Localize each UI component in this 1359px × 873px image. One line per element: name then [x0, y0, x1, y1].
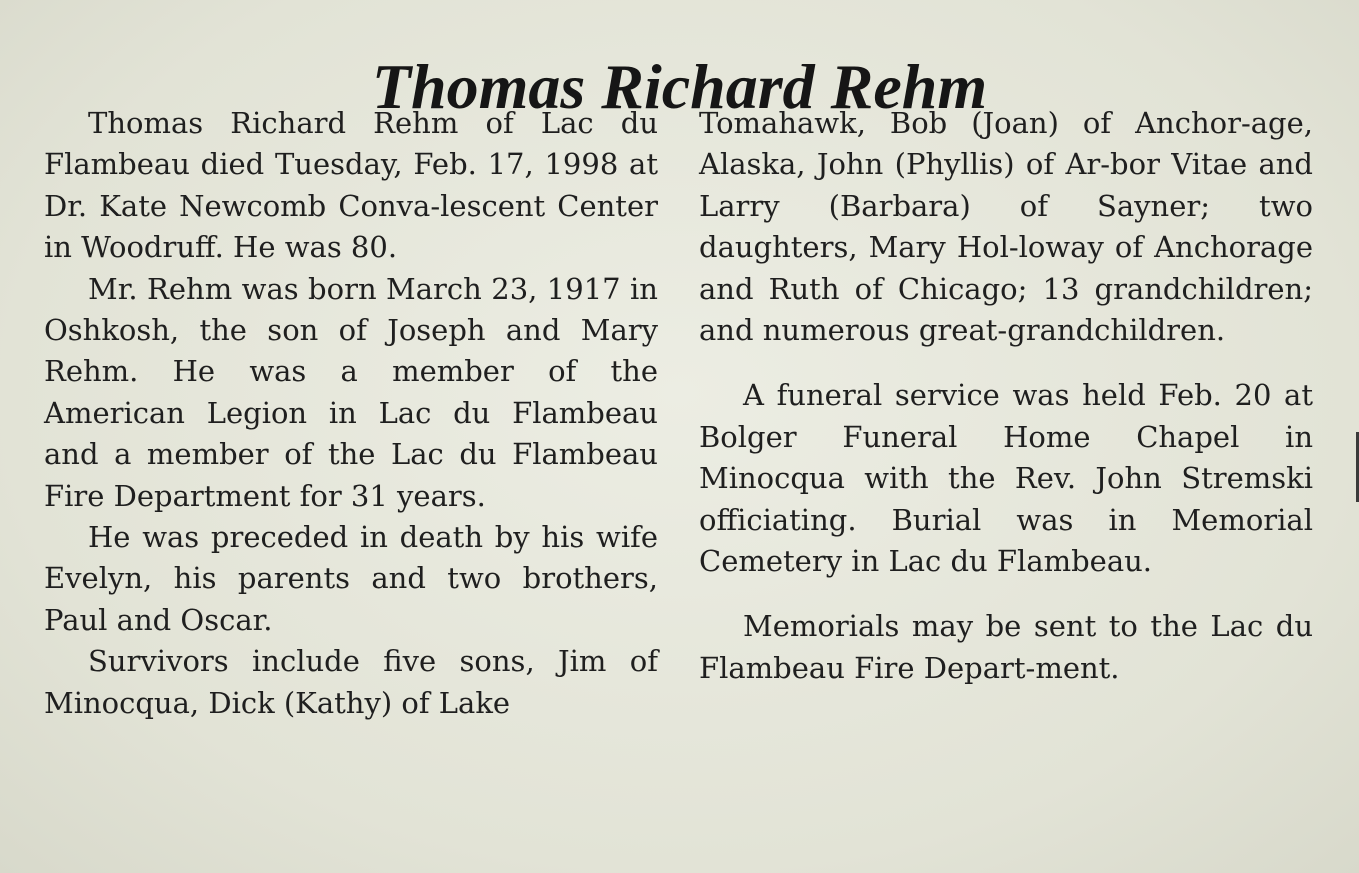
left-text-column	[44, 103, 658, 724]
paragraph-survivors-start: Survivors include five sons, Jim of Minocqua, Dick (Kathy) of Lake	[44, 644, 658, 720]
paragraph-biography: Mr. Rehm was born March 23, 1917 in Oshkosh, the son of Joseph and Mary Rehm. He was a member of the American Legion in Lac du Flambeau and a member of the Lac du Flambeau Fire Department for 31 years.	[44, 271, 658, 513]
paragraph-memorials: Memorials may be sent to the Lac du Flambeau Fire Depart-ment.	[699, 609, 1313, 685]
paragraph-funeral-service: A funeral service was held Feb. 20 at Bolger Funeral Home Chapel in Minocqua with the Rev. John Stremski officiating. Burial was in Memorial Cemetery in Lac du Flambeau.	[699, 378, 1313, 579]
paragraph-survivors-continued: Tomahawk, Bob (Joan) of Anchor-age, Alaska, John (Phyllis) of Ar-bor Vitae and Larry (Barbara) of Sayner; two daughters, Mary Hol-loway of Anchorage and Ruth of Chicago; 13 grandchildren; and numerous great-grandchildren.	[699, 106, 1313, 348]
paragraph-death-notice: Thomas Richard Rehm of Lac du Flambeau died Tuesday, Feb. 17, 1998 at Dr. Kate Newcomb Conva-lescent Center in Woodruff. He was 80.	[44, 106, 658, 265]
paragraph-preceded-in-death: He was preceded in death by his wife Evelyn, his parents and two brothers, Paul and Oscar.	[44, 520, 658, 637]
right-text-column	[699, 103, 1313, 689]
obituary-title: Thomas Richard Rehm	[371, 50, 988, 122]
